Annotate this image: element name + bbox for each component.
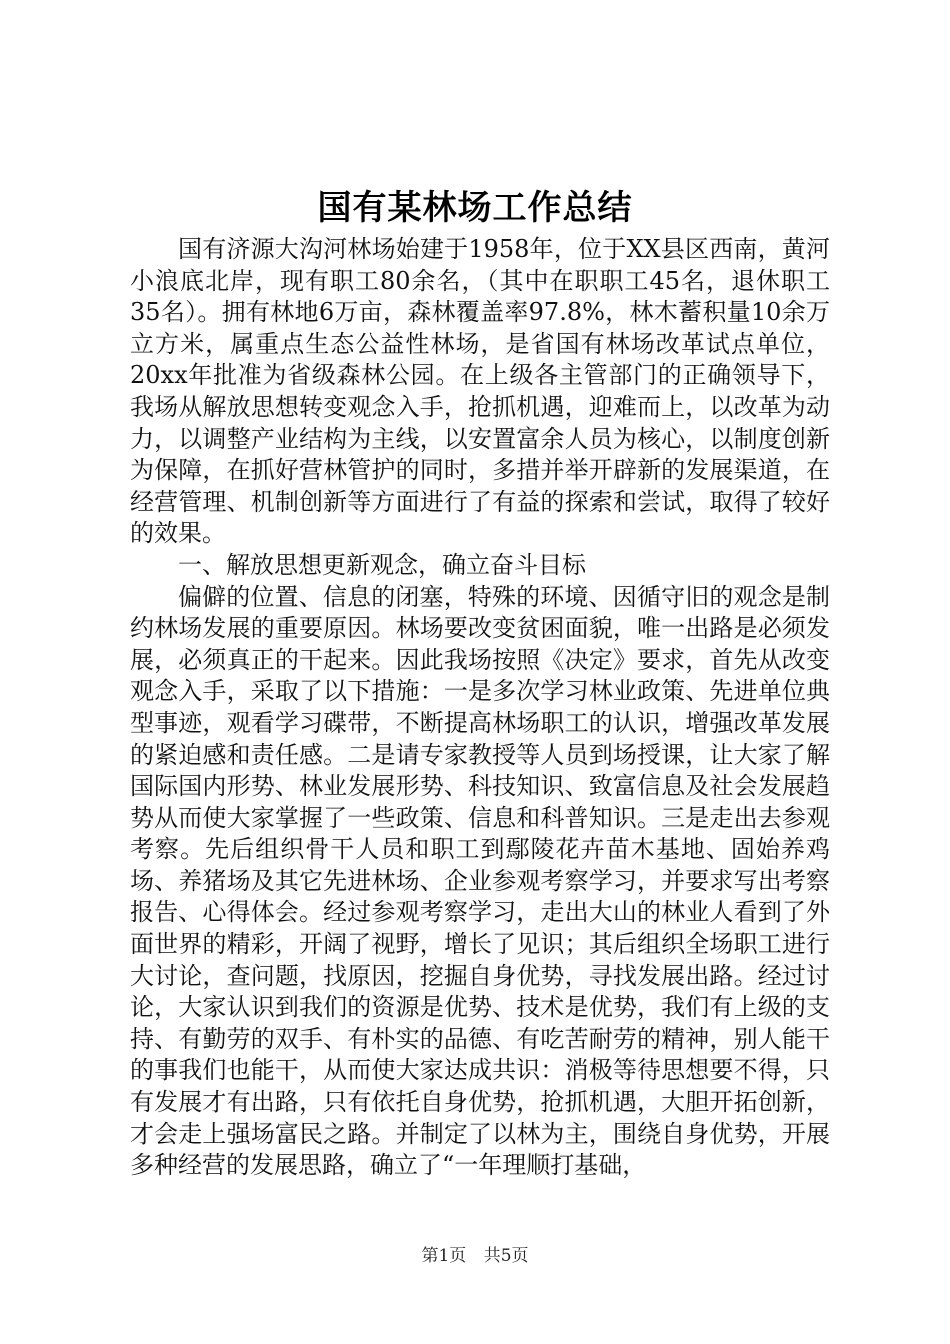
- document-title: 国有某林场工作总结: [317, 188, 633, 228]
- page-total: 共5页: [483, 1246, 529, 1266]
- page-number: 第1页: [421, 1246, 467, 1266]
- intro-paragraph: 国有济源大沟河林场始建于1958年，位于XX县区西南，黄河小浪底北岸，现有职工80余名，（其中在职职工45名，退休职工35名）。拥有林地6万亩，森林覆盖率97.8%，林木蓄积量10余万立方米，属重点生态公益性林场，是省国有林场改革试点单位，20xx年批准为省级森林公园。在上级各主管部门的正确领导下，我场从解放思想转变观念入手，抢抓机遇，迎难而上，以改革为动力，以调整产业结构为主线，以安置富余人员为核心，以制度创新为保障，在抓好营林管护的同时，多措并举开辟新的发展渠道，在经营管理、机制创新等方面进行了有益的探索和尝试，取得了较好的效果。: [130, 235, 830, 548]
- section-heading: 一、解放思想更新观念，确立奋斗目标: [178, 550, 586, 579]
- section-paragraph: 偏僻的位置、信息的闭塞，特殊的环境、因循守旧的观念是制约林场发展的重要原因。林场要改变贫困面貌，唯一出路是必须发展，必须真正的干起来。因此我场按照《决定》要求，首先从改变观念入手，采取了以下措施：一是多次学习林业政策、先进单位典型事迹，观看学习碟带，不断提高林场职工的认识，增强改革发展的紧迫感和责任感。二是请专家教授等人员到场授课，让大家了解国际国内形势、林业发展形势、科技知识、致富信息及社会发展趋势从而使大家掌握了一些政策、信息和科普知识。三是走出去参观考察。先后组织骨干人员和职工到鄢陵花卉苗木基地、固始养鸡场、养猪场及其它先进林场、企业参观考察学习，并要求写出考察报告、心得体会。经过参观考察学习，走出大山的林业人看到了外面世界的精彩，开阔了视野，增长了见识；其后组织全场职工进行大讨论，查问题，找原因，挖掘自身优势，寻找发展出路。经过讨论，大家认识到我们的资源是优势、技术是优势，我们有上级的支持、有勤劳的双手、有朴实的品德、有吃苦耐劳的精神，别人能干的事我们也能干，从而使大家达成共识：消极等待思想要不得，只有发展才有出路，只有依托自身优势，抢抓机遇，大胆开拓创新，才会走上强场富民之路。并制定了以林为主，围绕自身优势，开展多种经营的发展思路，确立了“一年理顺打基础，: [130, 582, 830, 1180]
- document-body: [130, 234, 830, 1182]
- page-footer: [0, 1244, 950, 1268]
